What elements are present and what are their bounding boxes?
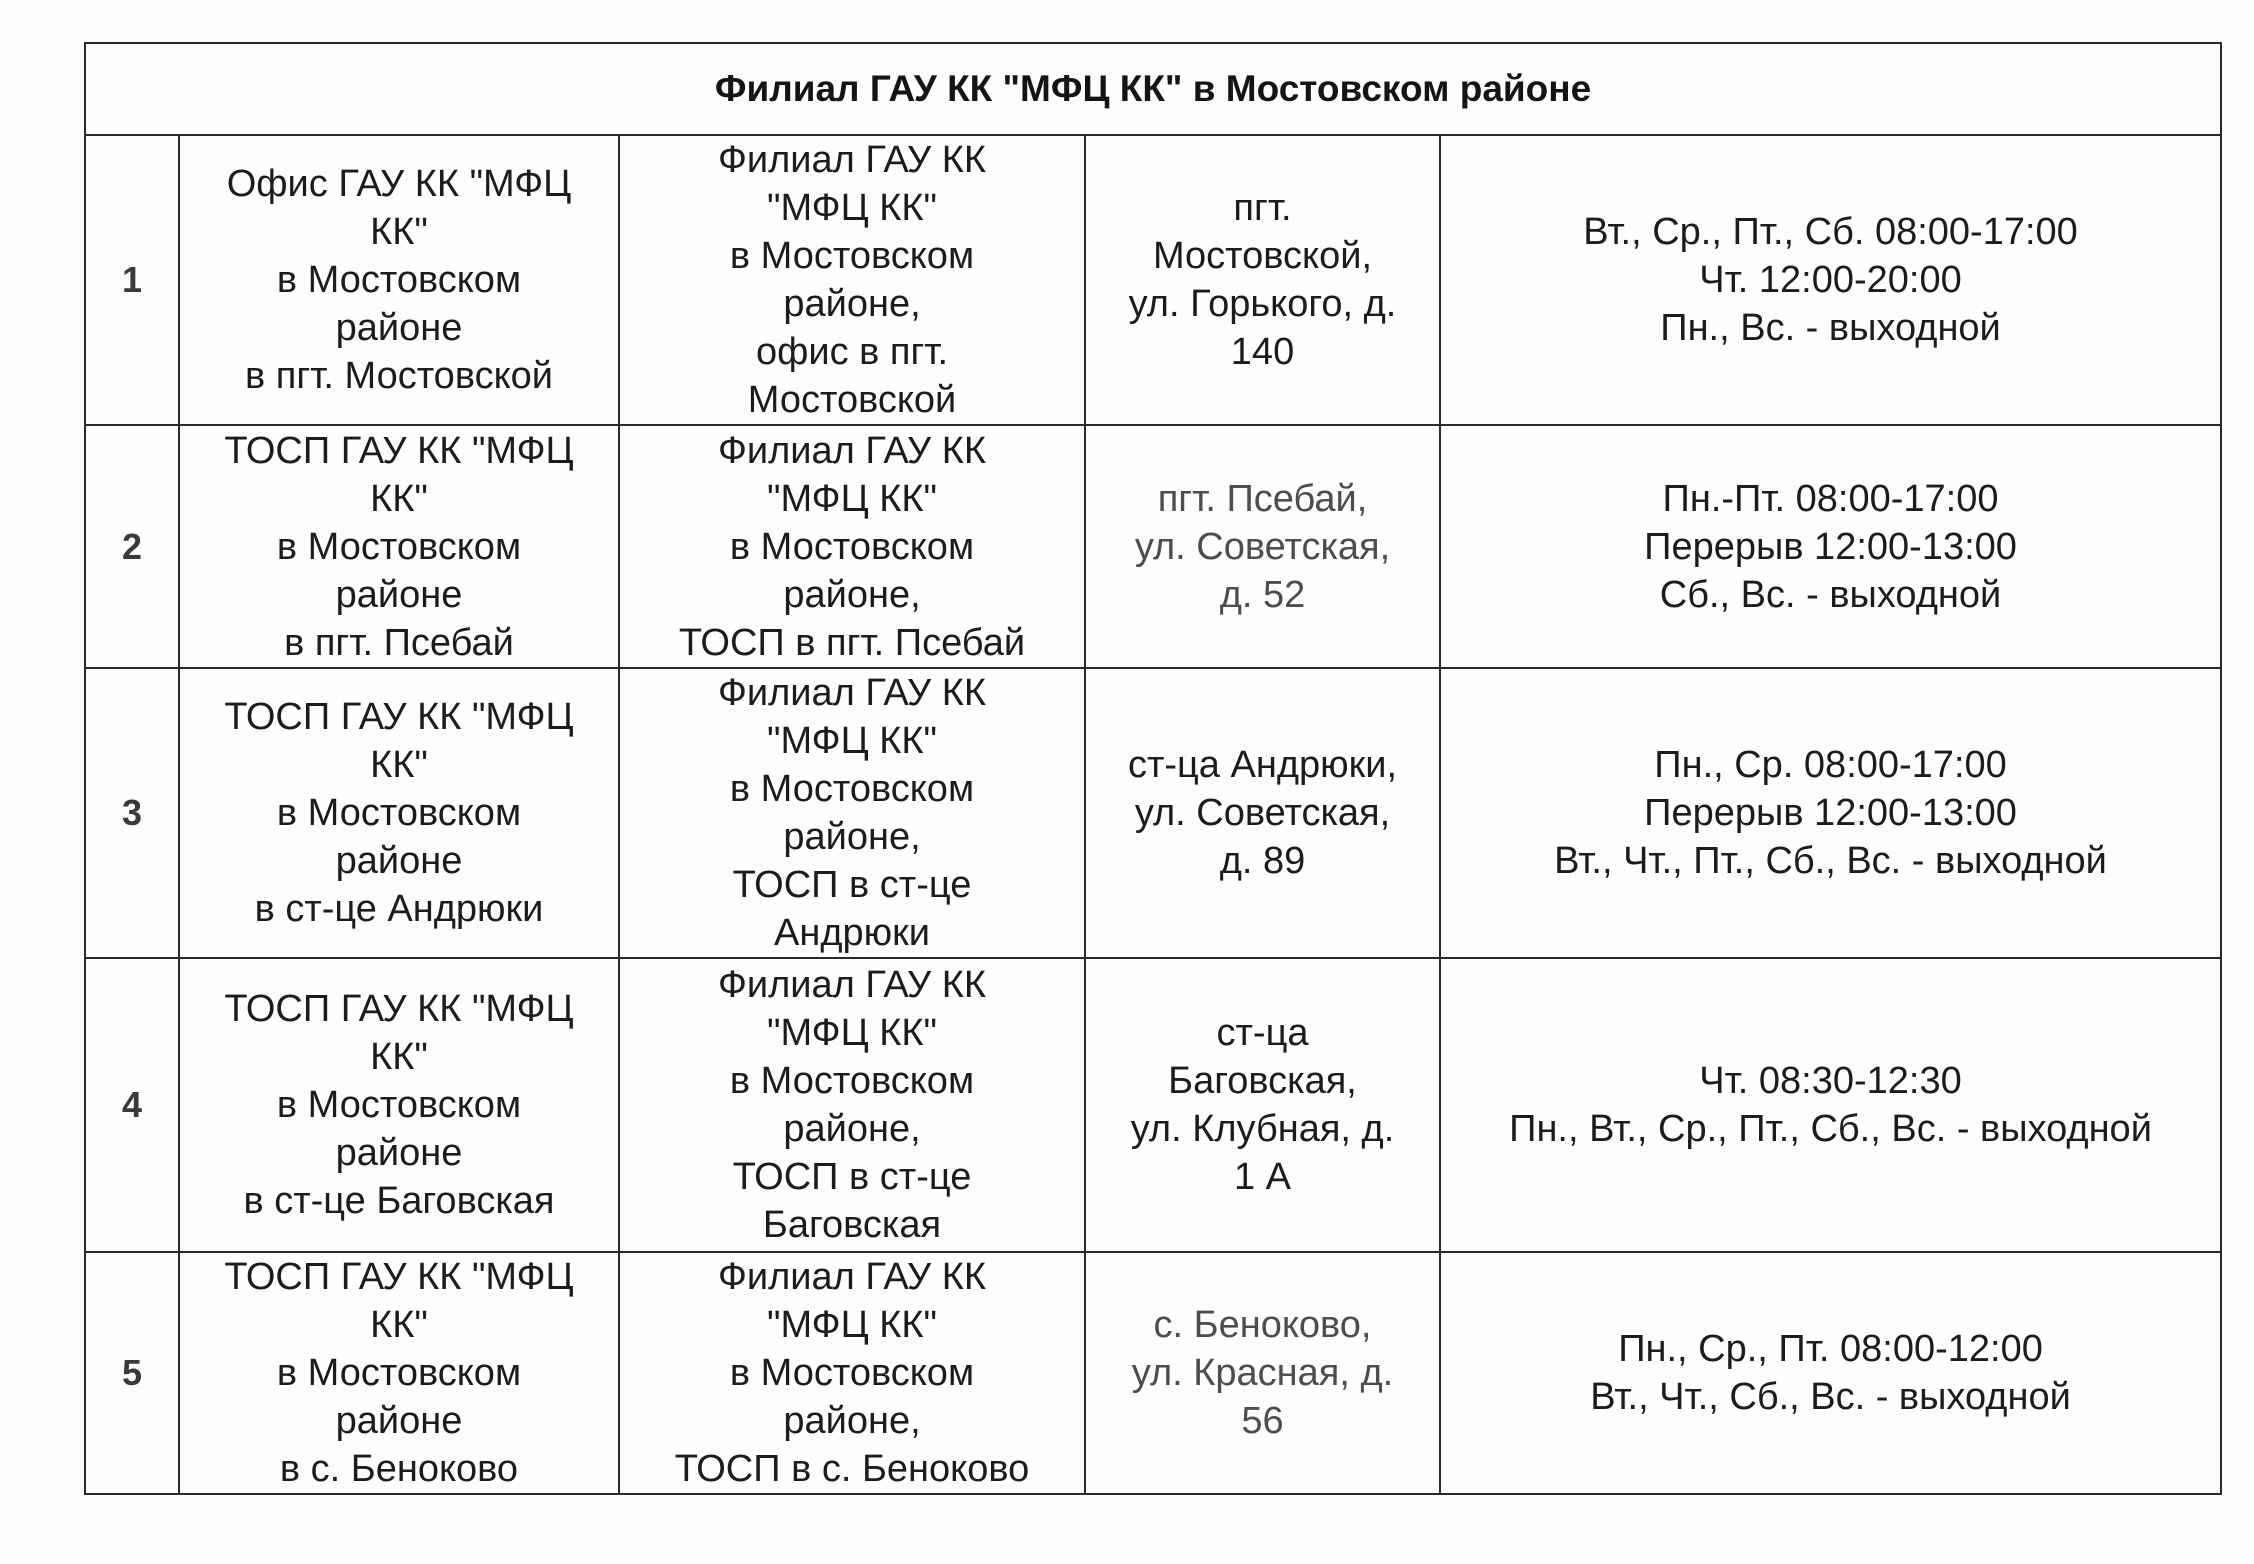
table-row bbox=[85, 958, 2221, 1252]
address: пгт. Мостовской, ул. Горького, д. 140 bbox=[1085, 135, 1440, 425]
work-schedule: Пн.-Пт. 08:00-17:00 Перерыв 12:00-13:00 Сб., Вс. - выходной bbox=[1440, 425, 2221, 668]
row-number: 1 bbox=[85, 135, 179, 425]
table-row bbox=[85, 425, 2221, 668]
office-name: ТОСП ГАУ КК "МФЦ КК" в Мостовском районе в с. Беноково bbox=[179, 1252, 619, 1494]
table-row bbox=[85, 1252, 2221, 1494]
work-schedule: Чт. 08:30-12:30 Пн., Вт., Ср., Пт., Сб., Вс. - выходной bbox=[1440, 958, 2221, 1252]
row-number: 3 bbox=[85, 668, 179, 958]
branch-name: Филиал ГАУ КК "МФЦ КК" в Мостовском районе, ТОСП в с. Беноково bbox=[619, 1252, 1085, 1494]
row-number: 4 bbox=[85, 958, 179, 1252]
offices-table bbox=[84, 42, 2222, 1495]
branch-name: Филиал ГАУ КК "МФЦ КК" в Мостовском районе, ТОСП в пгт. Псебай bbox=[619, 425, 1085, 668]
work-schedule: Пн., Ср., Пт. 08:00-12:00 Вт., Чт., Сб., Вс. - выходной bbox=[1440, 1252, 2221, 1494]
office-name: ТОСП ГАУ КК "МФЦ КК" в Мостовском районе в ст-це Баговская bbox=[179, 958, 619, 1252]
table-title-row bbox=[85, 43, 2221, 135]
address: ст-ца Баговская, ул. Клубная, д. 1 А bbox=[1085, 958, 1440, 1252]
work-schedule: Вт., Ср., Пт., Сб. 08:00-17:00 Чт. 12:00-20:00 Пн., Вс. - выходной bbox=[1440, 135, 2221, 425]
branch-name: Филиал ГАУ КК "МФЦ КК" в Мостовском районе, офис в пгт. Мостовской bbox=[619, 135, 1085, 425]
office-name: ТОСП ГАУ КК "МФЦ КК" в Мостовском районе в ст-це Андрюки bbox=[179, 668, 619, 958]
branch-name: Филиал ГАУ КК "МФЦ КК" в Мостовском районе, ТОСП в ст-це Баговская bbox=[619, 958, 1085, 1252]
work-schedule: Пн., Ср. 08:00-17:00 Перерыв 12:00-13:00 Вт., Чт., Пт., Сб., Вс. - выходной bbox=[1440, 668, 2221, 958]
table-row bbox=[85, 135, 2221, 425]
table-title: Филиал ГАУ КК "МФЦ КК" в Мостовском районе bbox=[85, 43, 2221, 135]
office-name: ТОСП ГАУ КК "МФЦ КК" в Мостовском районе в пгт. Псебай bbox=[179, 425, 619, 668]
branch-name: Филиал ГАУ КК "МФЦ КК" в Мостовском районе, ТОСП в ст-це Андрюки bbox=[619, 668, 1085, 958]
row-number: 5 bbox=[85, 1252, 179, 1494]
address: пгт. Псебай, ул. Советская, д. 52 bbox=[1085, 425, 1440, 668]
address: ст-ца Андрюки, ул. Советская, д. 89 bbox=[1085, 668, 1440, 958]
office-name: Офис ГАУ КК "МФЦ КК" в Мостовском районе в пгт. Мостовской bbox=[179, 135, 619, 425]
table-row bbox=[85, 668, 2221, 958]
row-number: 2 bbox=[85, 425, 179, 668]
address: с. Беноково, ул. Красная, д. 56 bbox=[1085, 1252, 1440, 1494]
